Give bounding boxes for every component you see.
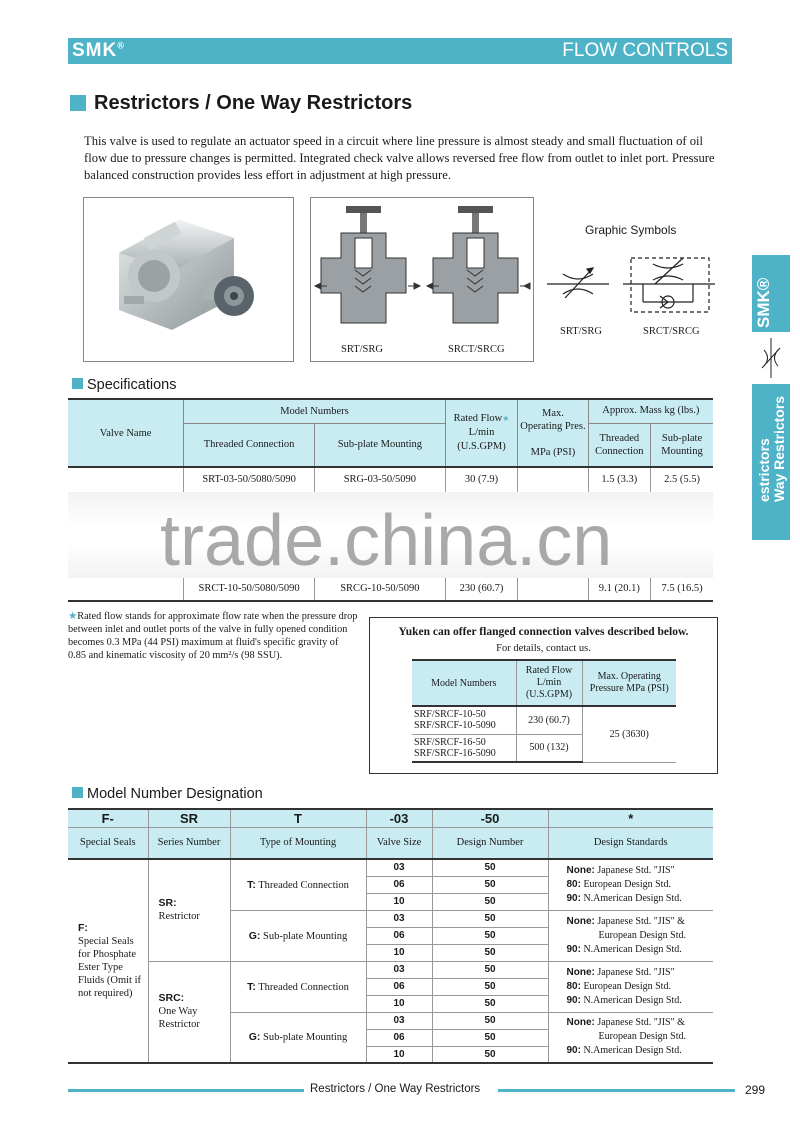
side-tab-logo: SMK® bbox=[754, 277, 773, 328]
mnd-heading: Model Number Designation bbox=[72, 786, 263, 802]
th-valve-name: Valve Name bbox=[68, 399, 184, 467]
flanged-table: Model Numbers Rated Flow L/min (U.S.GPM) Max. Operating Pressure MPa (PSI) SRF/SRCF-10-50 SRF/SRCF-10-5090 230 (60.7) 25 (3630) SRF/SRCF-16-50 SRF/SRCF-16-5090 500 (132) bbox=[412, 659, 676, 763]
product-photo bbox=[83, 197, 294, 362]
cross-section-illustration bbox=[311, 198, 533, 333]
spec-square-icon bbox=[72, 378, 83, 389]
rated-flow-footnote: ★Rated flow stands for approximate flow rate when the pressure drop between inlet and outlet ports of the valve in fully opened condition becomes 0.3 MPa (44 PSI) maximum at fluid's specific gravity of 0.85 and kinematic viscosity of 20 mm²/s (98 SSU). bbox=[68, 611, 358, 661]
th-subplate: Sub-plate Mounting bbox=[315, 423, 446, 467]
watermark: trade.china.cn bbox=[160, 501, 613, 581]
mount-threaded-cell: T: Threaded Connection bbox=[230, 961, 366, 1012]
th-max-pres: Max. Operating Pres. MPa (PSI) bbox=[518, 399, 588, 467]
th-model-numbers: Model Numbers bbox=[184, 399, 446, 423]
table-row: SRT-03-50/5080/5090 SRG-03-50/5090 30 (7.9) 1.5 (3.3) 2.5 (5.5) bbox=[68, 467, 713, 491]
flanged-box-subtitle: For details, contact us. bbox=[496, 643, 591, 654]
caption-srt-srg: SRT/SRG bbox=[341, 344, 383, 355]
std-cell: None: Japanese Std. "JIS" & European Design Std. 90: N.American Design Std. bbox=[548, 910, 713, 961]
title-square-icon bbox=[70, 95, 86, 111]
brand-logo: SMK® bbox=[72, 40, 125, 61]
th-mass-subplate: Sub-plate Mounting bbox=[651, 423, 713, 467]
symbol-caption-srt-srg: SRT/SRG bbox=[560, 326, 602, 337]
valve-photo-illustration bbox=[84, 198, 293, 361]
model-designation-table: F- SR T -03 -50 * Special Seals Series Number Type of Mounting Valve Size Design Number Design Standards F: Special Seals for Phosphate Ester Type Fluids (Omit if not required) SR: Restrictor T: Threaded Connection 03 50 None: Japanese Std. "JIS" 80: European Design Std. 90: N.American Design Std. 06 50 10 50 G: Sub-plate Mounting 03 50 None: Japanese Std. "JIS" & European Design Std. 90: N.American Design Std. 06 50 10 50 SRC: One Way Restrictor T: Threaded Connection 03 50 None: Japanese Std. "JIS" 80: European Design Std. 90: N.American Design Std. 06 50 10 50 G: Sub-plate Mounting 03 50 None: Japanese Std. "JIS" & European Design Std. 90: N.American Design Std. 06 50 10 50 bbox=[68, 808, 713, 1064]
series-sr-cell: SR: Restrictor bbox=[148, 859, 230, 961]
special-seals-cell: F: Special Seals for Phosphate Ester Type Fluids (Omit if not required) bbox=[68, 859, 148, 1063]
mount-subplate-cell: G: Sub-plate Mounting bbox=[230, 1012, 366, 1063]
mnd-square-icon bbox=[72, 787, 83, 798]
caption-srct-srcg: SRCT/SRCG bbox=[448, 344, 505, 355]
table-row: SRF/SRCF-10-50 SRF/SRCF-10-5090 230 (60.7) 25 (3630) bbox=[412, 706, 676, 734]
page-title: Restrictors / One Way Restrictors bbox=[70, 92, 412, 115]
table-row: SRF/SRCF-16-50 SRF/SRCF-16-5090 500 (132) bbox=[412, 734, 676, 762]
intro-paragraph: This valve is used to regulate an actuator speed in a circuit where line pressure is almost steady and small fluctuation of oil flow due to pressure changes is permitted. Integrated check valve allows reversed free flow from outlet to inlet port. Pressure balanced construction provides less effort in adjustment at high pressure. bbox=[84, 134, 715, 182]
th-threaded: Threaded Connection bbox=[184, 423, 315, 467]
std-cell: None: Japanese Std. "JIS" & European Design Std. 90: N.American Design Std. bbox=[548, 1012, 713, 1063]
side-tab-label: estrictors Way Restrictors bbox=[756, 395, 787, 502]
series-src-cell: SRC: One Way Restrictor bbox=[148, 961, 230, 1063]
section-title: FLOW CONTROLS bbox=[562, 40, 728, 61]
graphic-symbols-icon bbox=[543, 252, 715, 318]
footer-line-left bbox=[68, 1089, 304, 1092]
footer-title: Restrictors / One Way Restrictors bbox=[310, 1083, 481, 1095]
th-rated-flow: Rated Flow★ L/min (U.S.GPM) bbox=[445, 399, 517, 467]
graphic-symbols-title: Graphic Symbols bbox=[585, 223, 677, 237]
mount-subplate-cell: G: Sub-plate Mounting bbox=[230, 910, 366, 961]
page-number: 299 bbox=[745, 1083, 766, 1097]
section-drawings bbox=[310, 197, 534, 362]
side-tab-symbol-icon bbox=[752, 332, 790, 384]
mount-threaded-cell: T: Threaded Connection bbox=[230, 859, 366, 910]
star-icon: ★ bbox=[68, 611, 78, 622]
th-mass-threaded: Threaded Connection bbox=[588, 423, 650, 467]
std-cell: None: Japanese Std. "JIS" 80: European Design Std. 90: N.American Design Std. bbox=[548, 961, 713, 1012]
flanged-box-title: Yuken can offer flanged connection valves described below. bbox=[398, 626, 689, 638]
symbol-caption-srct-srcg: SRCT/SRCG bbox=[643, 326, 700, 337]
footer-line-right bbox=[498, 1089, 735, 1092]
flanged-valves-box bbox=[369, 617, 718, 774]
std-cell: None: Japanese Std. "JIS" 80: European Design Std. 90: N.American Design Std. bbox=[548, 859, 713, 910]
table-row: SRCT-10-50/5080/5090 SRCG-10-50/5090 230 (60.7) 9.1 (20.1) 7.5 (16.5) bbox=[68, 577, 713, 601]
specifications-heading: Specifications bbox=[72, 377, 176, 393]
th-mass: Approx. Mass kg (lbs.) bbox=[588, 399, 713, 423]
